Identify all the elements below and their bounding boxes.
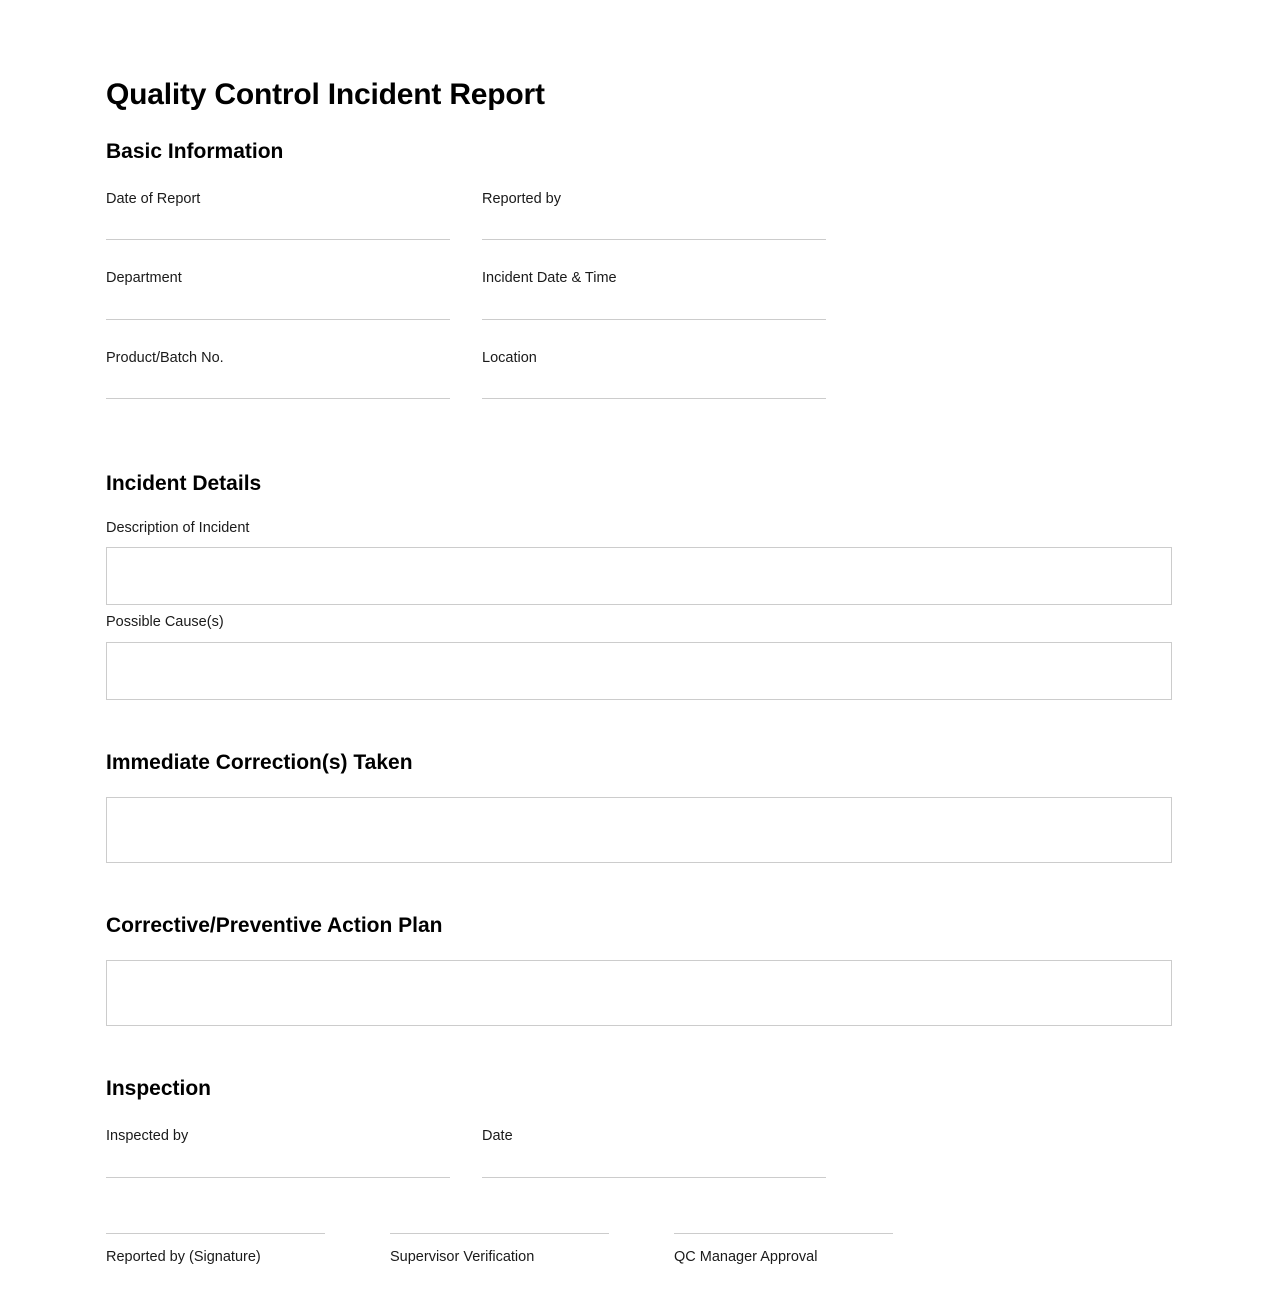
field-inspected-by[interactable]	[106, 1123, 450, 1178]
field-underline-incident-date-time[interactable]	[482, 319, 826, 320]
section-corrective-preventive-action-plan	[106, 913, 1172, 1026]
section-basic-information	[106, 139, 1172, 425]
signature-label-reported-by: Reported by (Signature)	[106, 1248, 261, 1265]
textarea-description-of-incident[interactable]	[106, 547, 1172, 605]
field-label-date-of-report: Date of Report	[106, 190, 201, 207]
section-inspection	[106, 1076, 1172, 1203]
field-underline-inspected-by[interactable]	[106, 1177, 450, 1178]
signature-block-supervisor-verification[interactable]	[390, 1233, 609, 1268]
field-label-location: Location	[482, 349, 537, 366]
field-label-product-batch-no: Product/Batch No.	[106, 349, 224, 366]
section-heading-basic-information: Basic Information	[106, 139, 284, 163]
field-label-inspection-date: Date	[482, 1128, 513, 1145]
signature-line-qc-manager-approval[interactable]	[674, 1233, 893, 1234]
section-immediate-corrections	[106, 750, 1172, 863]
signature-label-supervisor-verification: Supervisor Verification	[390, 1248, 535, 1265]
signature-row	[106, 1233, 1172, 1268]
section-heading-corrective-preventive-action-plan: Corrective/Preventive Action Plan	[106, 913, 443, 937]
field-inspection-date[interactable]	[482, 1123, 826, 1178]
field-label-possible-causes: Possible Cause(s)	[106, 614, 224, 631]
spacer-after-corrective-plan	[106, 1034, 1172, 1076]
section-heading-immediate-corrections: Immediate Correction(s) Taken	[106, 750, 413, 774]
spacer-after-basic-information	[106, 424, 1172, 471]
inspection-field-grid	[106, 1123, 1172, 1203]
spacer-after-incident-details	[106, 708, 1172, 750]
field-department[interactable]	[106, 265, 450, 320]
field-label-department: Department	[106, 270, 182, 287]
section-incident-details	[106, 471, 1172, 699]
field-underline-location[interactable]	[482, 398, 826, 399]
field-label-inspected-by: Inspected by	[106, 1128, 189, 1145]
signature-line-supervisor-verification[interactable]	[390, 1233, 609, 1234]
field-location[interactable]	[482, 345, 826, 400]
signature-block-reported-by[interactable]	[106, 1233, 325, 1268]
field-product-batch-no[interactable]	[106, 345, 450, 400]
page-title: Quality Control Incident Report	[106, 78, 545, 111]
field-incident-date-time[interactable]	[482, 265, 826, 320]
field-label-description-of-incident: Description of Incident	[106, 519, 250, 536]
field-label-reported-by: Reported by	[482, 190, 561, 207]
basic-information-field-grid	[106, 186, 1172, 425]
textarea-corrective-preventive-action-plan[interactable]	[106, 960, 1172, 1026]
signature-block-qc-manager-approval[interactable]	[674, 1233, 893, 1268]
spacer-after-immediate-corrections	[106, 871, 1172, 913]
field-date-of-report[interactable]	[106, 186, 450, 241]
field-underline-inspection-date[interactable]	[482, 1177, 826, 1178]
field-reported-by[interactable]	[482, 186, 826, 241]
signature-line-reported-by[interactable]	[106, 1233, 325, 1234]
field-label-incident-date-time: Incident Date & Time	[482, 270, 617, 287]
textarea-possible-causes[interactable]	[106, 642, 1172, 700]
field-underline-department[interactable]	[106, 319, 450, 320]
section-heading-incident-details: Incident Details	[106, 472, 262, 496]
section-heading-inspection: Inspection	[106, 1077, 212, 1101]
field-underline-date-of-report[interactable]	[106, 239, 450, 240]
textarea-immediate-corrections[interactable]	[106, 797, 1172, 863]
spacer-after-inspection	[106, 1203, 1172, 1233]
field-underline-reported-by[interactable]	[482, 239, 826, 240]
field-underline-product-batch-no[interactable]	[106, 398, 450, 399]
signature-label-qc-manager-approval: QC Manager Approval	[674, 1248, 818, 1265]
